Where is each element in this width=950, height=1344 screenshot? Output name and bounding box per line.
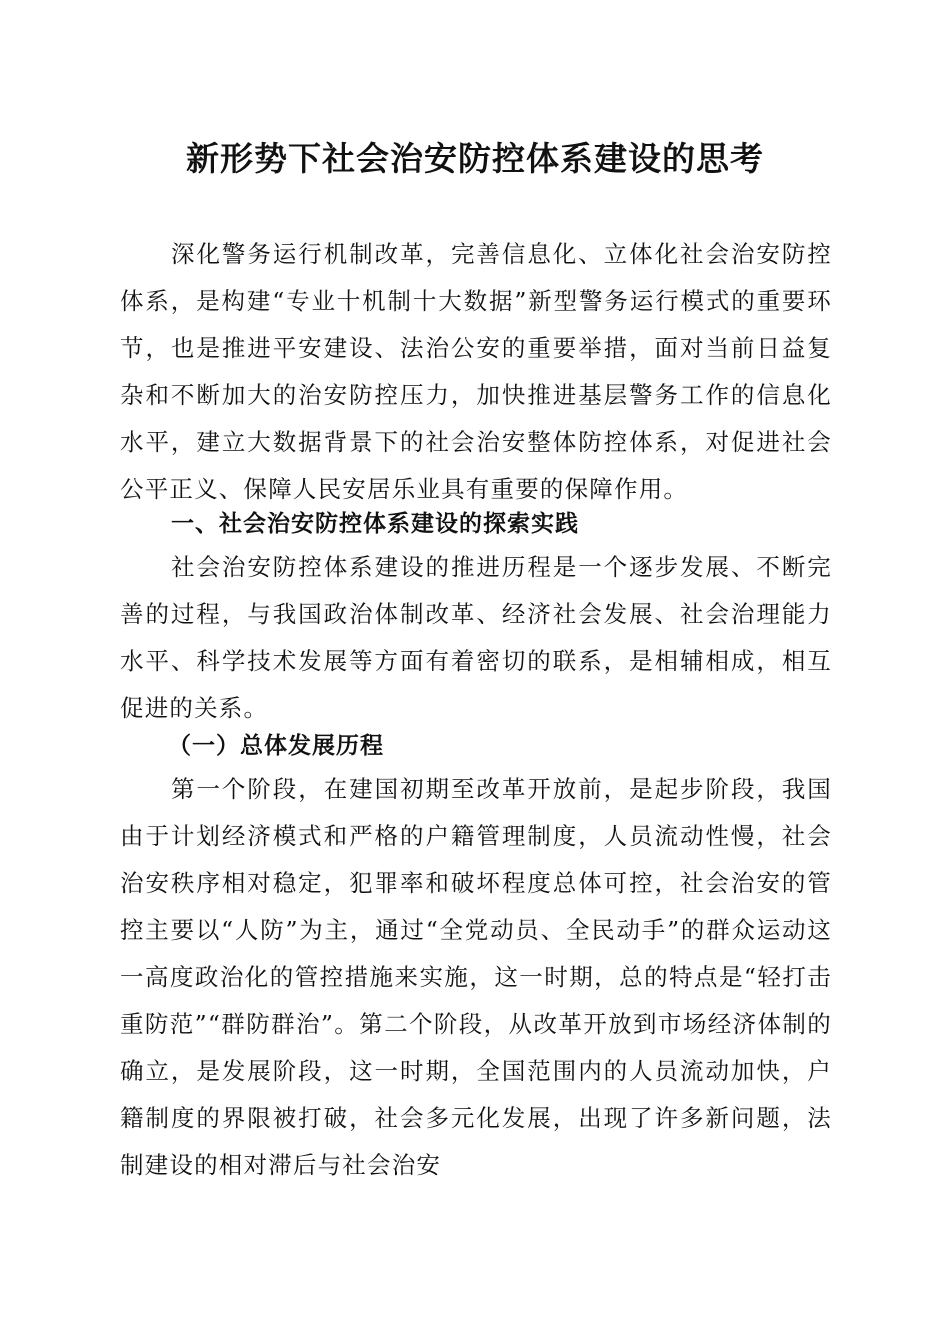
section-heading-1: 一、社会治安防控体系建设的探索实践 <box>171 511 579 537</box>
subsection-heading-1: （一）总体发展历程 <box>168 732 384 759</box>
section-1-paragraph: 社会治安防控体系建设的推进历程是一个逐步发展、不断完善的过程，与我国政治体制改革、经济社会发展、社会治理能力水平、科学技术发展等方面有着密切的联系，是相辅相成，相互促进的关系。 <box>120 553 832 722</box>
subsection-1-paragraph: 第一个阶段，在建国初期至改革开放前，是起步阶段，我国由于计划经济模式和严格的户籍管理制度，人员流动性慢，社会治安秩序相对稳定，犯罪率和破坏程度总体可控，社会治安的管控主要以“人防”为主，通过“全党动员、全民动手”的群众运动这一高度政治化的管控措施来实施，这一时期，总的特点是“轻打击重防范”“群防群治”。第二个阶段，从改革开放到市场经济体制的确立，是发展阶段，这一时期，全国范围内的人员流动加快，户籍制度的界限被打破，社会多元化发展，出现了许多新问题，法制建设的相对滞后与社会治安 <box>120 775 832 1179</box>
intro-paragraph: 深化警务运行机制改革，完善信息化、立体化社会治安防控体系，是构建“专业十机制十大数据”新型警务运行模式的重要环节，也是推进平安建设、法治公安的重要举措，面对当前日益复杂和不断加大的治安防控压力，加快推进基层警务工作的信息化水平，建立大数据背景下的社会治安整体防控体系，对促进社会公平正义、保障人民安居乐业具有重要的保障作用。 <box>120 240 832 503</box>
document-title: 新形势下社会治安防控体系建设的思考 <box>186 139 764 178</box>
